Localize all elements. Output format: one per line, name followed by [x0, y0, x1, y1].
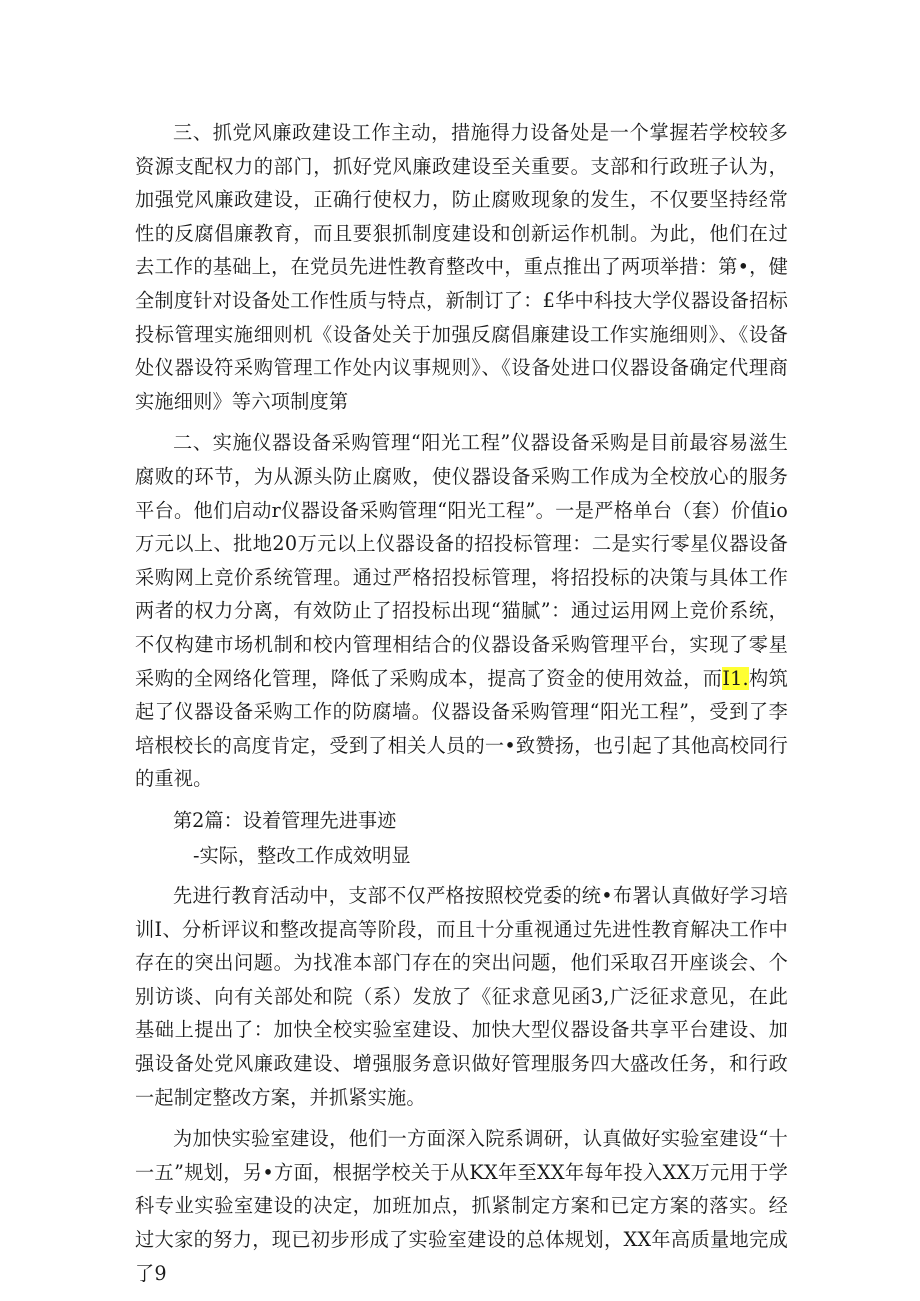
- sub-heading: -实际，整改工作成效明显: [193, 844, 411, 868]
- paragraph-text-before-highlight: 二、实施仪器设备采购管理“阳光工程”仪器设备采购是目前最容易滋生腐败的环节，为从源头防止腐败，使仪器设备采购工作成为全校放心的服务平台。他们启动r仪器设备采购管理“阳光工程”。一是严格单台（套）价值io万元以上、批地20万元以上仪器设备的招投标管理：二是实行零星仪器设备采购网上竞价系统管理。通过严格招投标管理，将招投标的决策与具体工作两者的权力分离，有效防止了招投标出现“猫腻”：通过运用网上竞价系统，不仅构建市场机制和校内管理相结合的仪器设备采购管理平台，实现了零星采购的全网络化管理，降低了采购成本，提高了资金的使用效益，而: [135, 431, 788, 690]
- paragraph-party-integrity: 三、抓党风廉政建设工作主动，措施得力设备处是一个掌握若学校较多资源支配权力的部门，抓好党风廉政建设至关重要。支部和行政班子认为，加强党风廉政建设，正确行使权力，防止腐败现象的发生，不仅要坚持经常性的反腐倡廉教育，而且要狠抓制度建设和创新运作机制。为此，他们在过去工作的基础上，在党员先进性教育整改中，重点推出了两项举措：第•，健全制度针对设备处工作性质与特点，新制订了：£华中科技大学仪器设备招标投标管理实施细则机《设备处关于加强反腐倡廉建设工作实施细则》、《设备处仪器设符采购管理工作处内议事规则》、《设备处进口仪器设备确定代理商实施细则》等六项制度第: [135, 121, 788, 413]
- paragraph-sunshine-project: [135, 426, 788, 796]
- paragraph-text-after-highlight: 构筑起了仪器设备采购工作的防腐墙。仪器设备采购管理“阳光工程”，受到了李培根校长的高度肯定，受到了相关人员的一•致赞扬，也引起了其他高校同行的重视。: [135, 666, 788, 791]
- paragraph-rectification: 先进行教育活动中，支部不仅严格按照校党委的统•布署认真做好学习培训I、分析评议和整改提高等阶段，而且十分重视通过先进性教育解决工作中存在的突出问题。为找准本部门存在的突出问题，他们采取召开座谈会、个别访谈、向有关部处和院（系）发放了《征求意见函3,广泛征求意见，在此基础上提出了：加快全校实验室建设、加快大型仪器设备共享平台建设、加强设备处党风廉政建设、增强服务意识做好管理服务四大盛改任务，和行政一起制定整改方案，并抓紧实施。: [135, 884, 788, 1109]
- highlighted-text: I1.: [722, 666, 749, 690]
- section-heading: 第2篇：设着管理先进事迹: [173, 808, 397, 832]
- paragraph-lab-construction: 为加快实验室建设，他们一方面深入院系调研，认真做好实验室建设“十一五”规划，另•方面，根据学校关于从KX年至XX年每年投入XX万元用于学科专业实验室建设的决定，加班加点，抓紧制定方案和已定方案的落实。经过大家的努力，现已初步形成了实验室建设的总体规划，XX年高质量地完成了9: [135, 1127, 788, 1285]
